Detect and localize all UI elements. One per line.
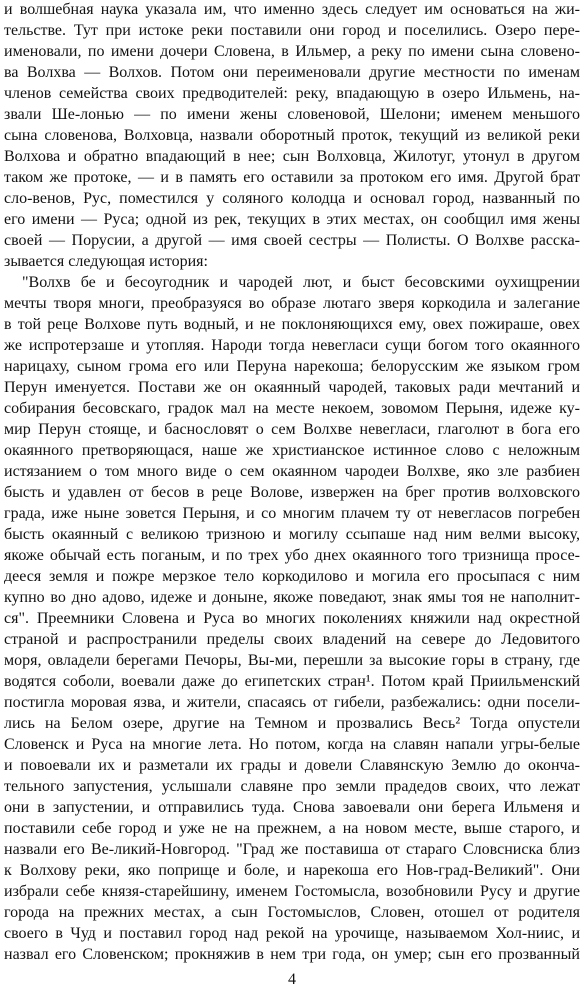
text-line: Волхова и обратно впадающий в нее; сын Волховца, Жилотуг, утонул в другом (4, 148, 580, 165)
text-line: зывается следующая история: (4, 253, 208, 270)
text-line: дееся земля и пожре мерзкое тело коркодилово и могила его просыпася с ним (4, 568, 580, 585)
text-line: страной и распространили пределы своих владений на севере до Ледовитого (4, 631, 580, 648)
text-line: членов семейства своих предводителей: реку, впадающую в озеро Ильмень, на- (4, 85, 580, 102)
text-line: истязанием о том много виде о сем окаянном чародеи Волхве, яко зле разбиен (4, 463, 580, 480)
text-line: якоже обычай есть поганым, и по трех убо днех окаянного того тризнища просе- (4, 547, 580, 564)
text-line: его имени — Руса; одной из рек, текущих в этих местах, он сообщил имя жены (4, 211, 580, 228)
text-line: избрали себе князя-старейшину, именем Гостомысла, возобновили Русу и другие (4, 883, 580, 900)
text-line: сына словенова, Волховца, назвали оборотный проток, текущий из великой реки (4, 127, 580, 144)
text-line: своего в Чуд и поставил город над рекой на урочище, называемом Хол-ниис, и (4, 925, 580, 942)
text-line: водятся соболи, воевали даже до египетских стран¹. Потом край Приильменский (4, 673, 580, 690)
text-line: города на прежних местах, а сын Гостомыслов, Словен, отошел от родителя (4, 904, 580, 921)
text-line: поставили себе город и уже не на прежнем, а на новом месте, выше старого, и (4, 820, 580, 837)
text-line: и волшебная наука указала им, что именно здесь следует им основаться на жи- (4, 1, 580, 18)
text-line: нарицаху, сыном грома его или Перуна нарекоша; белорусским же языком гром (4, 358, 580, 375)
text-line: же испротерзаше и утопляя. Народи тогда невегласи сущи богом того окаянного (4, 337, 580, 354)
text-line: града, иже ныне зовется Перыня, и со многим плачем ту от невегласов погребен (4, 505, 580, 522)
text-line: мечты творя многи, преобразуяся во образе лютаго зверя коркодила и залегание (4, 295, 580, 312)
text-line: назвал его Словенском; прокняжив в нем три года, он умер; сын его прозванный (4, 946, 580, 963)
page-number: 4 (288, 971, 296, 988)
text-line: лись на Белом озере, другие на Темном и прозвались Весь² Тогда опустели (4, 715, 580, 732)
quote-first-line: "Волхв бе и бесоугодник и чародей лют, и быст бесовскими оухищрении (22, 274, 580, 291)
text-line: бысть окаянный с великою тризною и могилу ссыпаше над ним велми высоку, (4, 526, 580, 543)
text-line: звали Ше-лонью — по имени жены словеновой, Шелони; именем меньшого (4, 106, 580, 123)
text-line: своей — Порусии, а другой — имя своей сестры — Полисты. О Волхве расска- (4, 232, 580, 249)
text-line: они в запустении, и отправились туда. Снова завоевали они берега Ильменя и (4, 799, 580, 816)
text-line: сло-венов, Рус, поместился у соляного колодца и основал город, названный по (4, 190, 580, 207)
text-line: в той реце Волхове путь водный, и не поклоняющихся ему, овех пожираше, овех (4, 316, 580, 333)
text-line: собирания бесовскаго, градок мал на месте некоем, зовомом Перыня, идеже ку- (4, 400, 580, 417)
text-line: ся". Преемники Словена и Руса во многих поколениях княжили над окрестной (4, 610, 580, 627)
text-line: Словенск и Руса на многие лета. Но потом, когда на славян напали угры-белые (4, 736, 580, 753)
text-line: тельстве. Тут при истоке реки поставили они город и поселились. Озеро пере- (4, 22, 580, 39)
text-line: мир Перун стояще, и баснословят о сем Волхве невегласи, глаголют в бога его (4, 421, 580, 438)
text-line: моря, овладели берегами Печоры, Вы-ми, перешли за высокие горы в страну, где (4, 652, 580, 669)
text-line: к Волхову реки, яко поприще и боле, и нарекоша его Нов-град-Великий". Они (4, 862, 580, 879)
text-line: ва Волхва — Волхов. Потом они переименовали другие местности по именам (4, 64, 580, 81)
text-line: именовали, по имени дочери Словена, в Ильмер, а реку по имени сына словено- (4, 43, 580, 60)
text-line: купно во дно адово, идеже и доныне, якоже поведают, знак ямы тоя не наполнит- (4, 589, 580, 606)
text-line: назвали его Ве-ликий-Новгород. "Град же поставиша от стараго Словсниска близ (4, 841, 580, 858)
text-line: Перун именуется. Постави же он окаянный чародей, таковых ради мечтаний и (4, 379, 580, 396)
text-line: и повоевали их и разметали их грады и довели Славянскую Землю до оконча- (4, 757, 580, 774)
text-line: окаянного претворяющася, наше же христианское истинное слово с неложным (4, 442, 580, 459)
text-line: бысть и удавлен от бесов в реце Волове, извержен на брег против волховского (4, 484, 580, 501)
text-line: постигла моровая язва, и жители, спасаясь от гибели, разбежались: одни посели- (4, 694, 580, 711)
text-line: таком же протоке, — и в память его оставили за протоком его имя. Другой брат (4, 169, 580, 186)
text-line: тельного запустения, услышали славяне про земли прадедов своих, что лежат (4, 778, 580, 795)
